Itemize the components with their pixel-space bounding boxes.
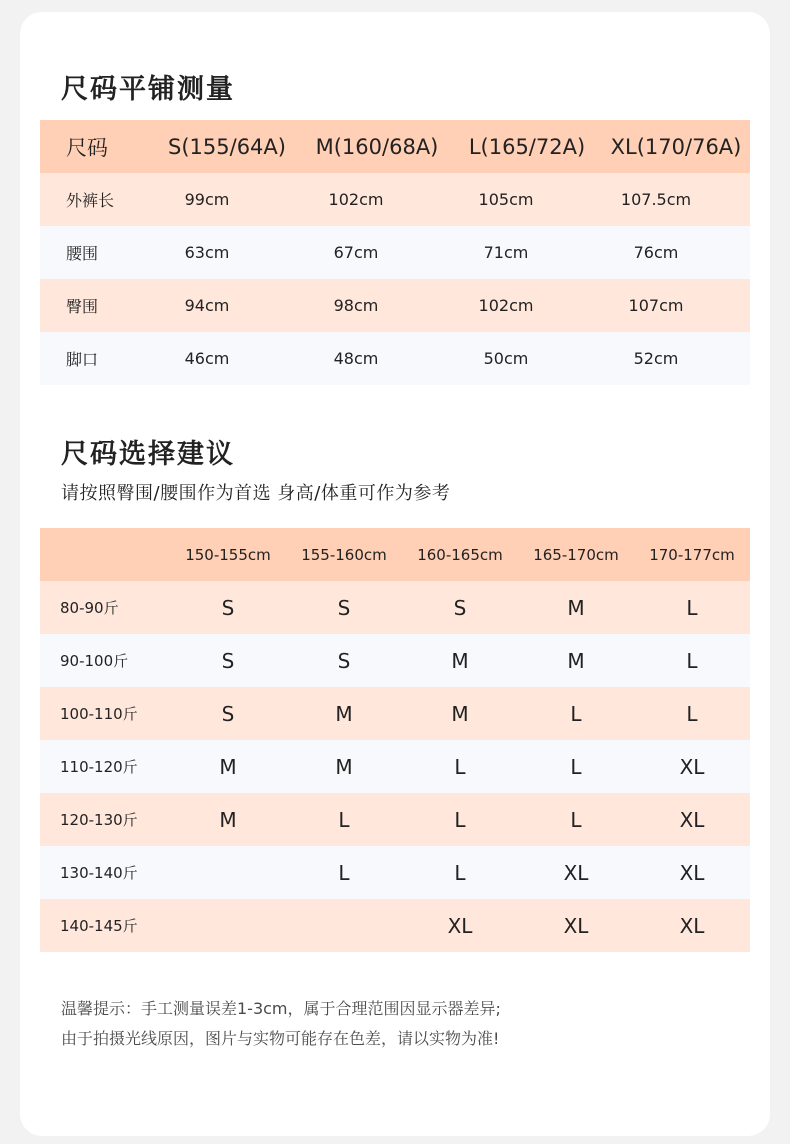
measure-header-cell: M(160/68A)	[315, 134, 439, 159]
measure-cell: 50cm	[483, 349, 529, 368]
table-row	[40, 740, 750, 793]
size-cell: XL	[563, 860, 589, 885]
row-label: 130-140斤	[60, 864, 138, 882]
row-label: 80-90斤	[60, 599, 119, 617]
table-row	[40, 899, 750, 952]
size-cell: L	[686, 595, 698, 620]
row-label: 90-100斤	[60, 652, 129, 670]
measure-cell: 102cm	[328, 190, 384, 209]
row-label: 腰围	[66, 244, 99, 263]
measure-cell: 46cm	[184, 349, 230, 368]
size-cell: L	[338, 807, 350, 832]
advice-table	[40, 528, 750, 952]
size-cell: XL	[679, 860, 705, 885]
size-cell: S	[221, 701, 235, 726]
advice-header-cell: 165-170cm	[533, 545, 619, 564]
advice-header-cell: 160-165cm	[417, 545, 503, 564]
note-line: 温馨提示：手工测量误差1-3cm，属于合理范围因显示器差异;	[61, 999, 501, 1018]
warm-tip-note	[61, 994, 501, 1054]
advice-header-row	[40, 528, 750, 581]
advice-title: 尺码选择建议	[61, 439, 235, 470]
measure-cell: 99cm	[184, 190, 230, 209]
size-cell: L	[570, 807, 582, 832]
size-cell: S	[337, 595, 351, 620]
size-cell: M	[451, 648, 469, 673]
measure-cell: 71cm	[483, 243, 529, 262]
size-cell: XL	[679, 913, 705, 938]
size-cell: S	[221, 648, 235, 673]
size-cell: M	[451, 701, 469, 726]
measure-cell: 67cm	[333, 243, 379, 262]
size-cell: XL	[447, 913, 473, 938]
table-row	[40, 793, 750, 846]
table-row	[40, 332, 750, 385]
measure-header-cell: 尺码	[66, 135, 108, 160]
measure-cell: 94cm	[184, 296, 230, 315]
note-line: 由于拍摄光线原因，图片与实物可能存在色差，请以实物为准!	[61, 1029, 500, 1048]
size-cell: XL	[679, 807, 705, 832]
size-cell: M	[567, 648, 585, 673]
measure-header-cell: L(165/72A)	[468, 134, 586, 159]
size-cell: M	[219, 807, 237, 832]
size-cell: L	[686, 701, 698, 726]
table-row	[40, 226, 750, 279]
measure-cell: 107.5cm	[620, 190, 692, 209]
measure-cell: 98cm	[333, 296, 379, 315]
size-cell: L	[454, 860, 466, 885]
row-label: 110-120斤	[60, 758, 138, 776]
size-cell: L	[338, 860, 350, 885]
measure-cell: 102cm	[478, 296, 534, 315]
size-cell: L	[686, 648, 698, 673]
row-label: 外裤长	[66, 191, 115, 210]
measure-cell: 105cm	[478, 190, 534, 209]
advice-header-cell: 150-155cm	[185, 545, 271, 564]
table-row	[40, 581, 750, 634]
size-cell: M	[335, 754, 353, 779]
measure-cell: 107cm	[628, 296, 684, 315]
table-row	[40, 173, 750, 226]
size-cell: S	[453, 595, 467, 620]
size-cell: L	[570, 754, 582, 779]
table-row	[40, 687, 750, 740]
measure-cell: 52cm	[633, 349, 679, 368]
measure-header-cell: S(155/64A)	[168, 134, 286, 159]
size-cell: XL	[563, 913, 589, 938]
measure-cell: 48cm	[333, 349, 379, 368]
table-row	[40, 279, 750, 332]
size-cell: XL	[679, 754, 705, 779]
measure-title: 尺码平铺测量	[61, 74, 235, 105]
size-cell: S	[221, 595, 235, 620]
measure-header-row	[40, 120, 750, 173]
table-row	[40, 634, 750, 687]
row-label: 臀围	[66, 297, 99, 316]
measure-header-cell: XL(170/76A)	[610, 134, 742, 159]
advice-subtitle: 请按照臀围/腰围作为首选 身高/体重可作为参考	[61, 483, 451, 504]
size-cell: M	[335, 701, 353, 726]
measure-table	[40, 120, 750, 385]
measure-cell: 76cm	[633, 243, 679, 262]
advice-header-cell: 155-160cm	[301, 545, 387, 564]
size-cell: M	[219, 754, 237, 779]
row-label: 100-110斤	[60, 705, 138, 723]
size-cell: L	[454, 807, 466, 832]
size-cell: S	[337, 648, 351, 673]
measure-cell: 63cm	[184, 243, 230, 262]
row-label: 120-130斤	[60, 811, 138, 829]
size-cell: L	[454, 754, 466, 779]
size-cell: M	[567, 595, 585, 620]
row-label: 140-145斤	[60, 917, 138, 935]
advice-header-cell: 170-177cm	[649, 545, 735, 564]
size-cell: L	[570, 701, 582, 726]
table-row	[40, 846, 750, 899]
row-label: 脚口	[66, 350, 99, 369]
size-chart-card	[20, 12, 770, 1136]
